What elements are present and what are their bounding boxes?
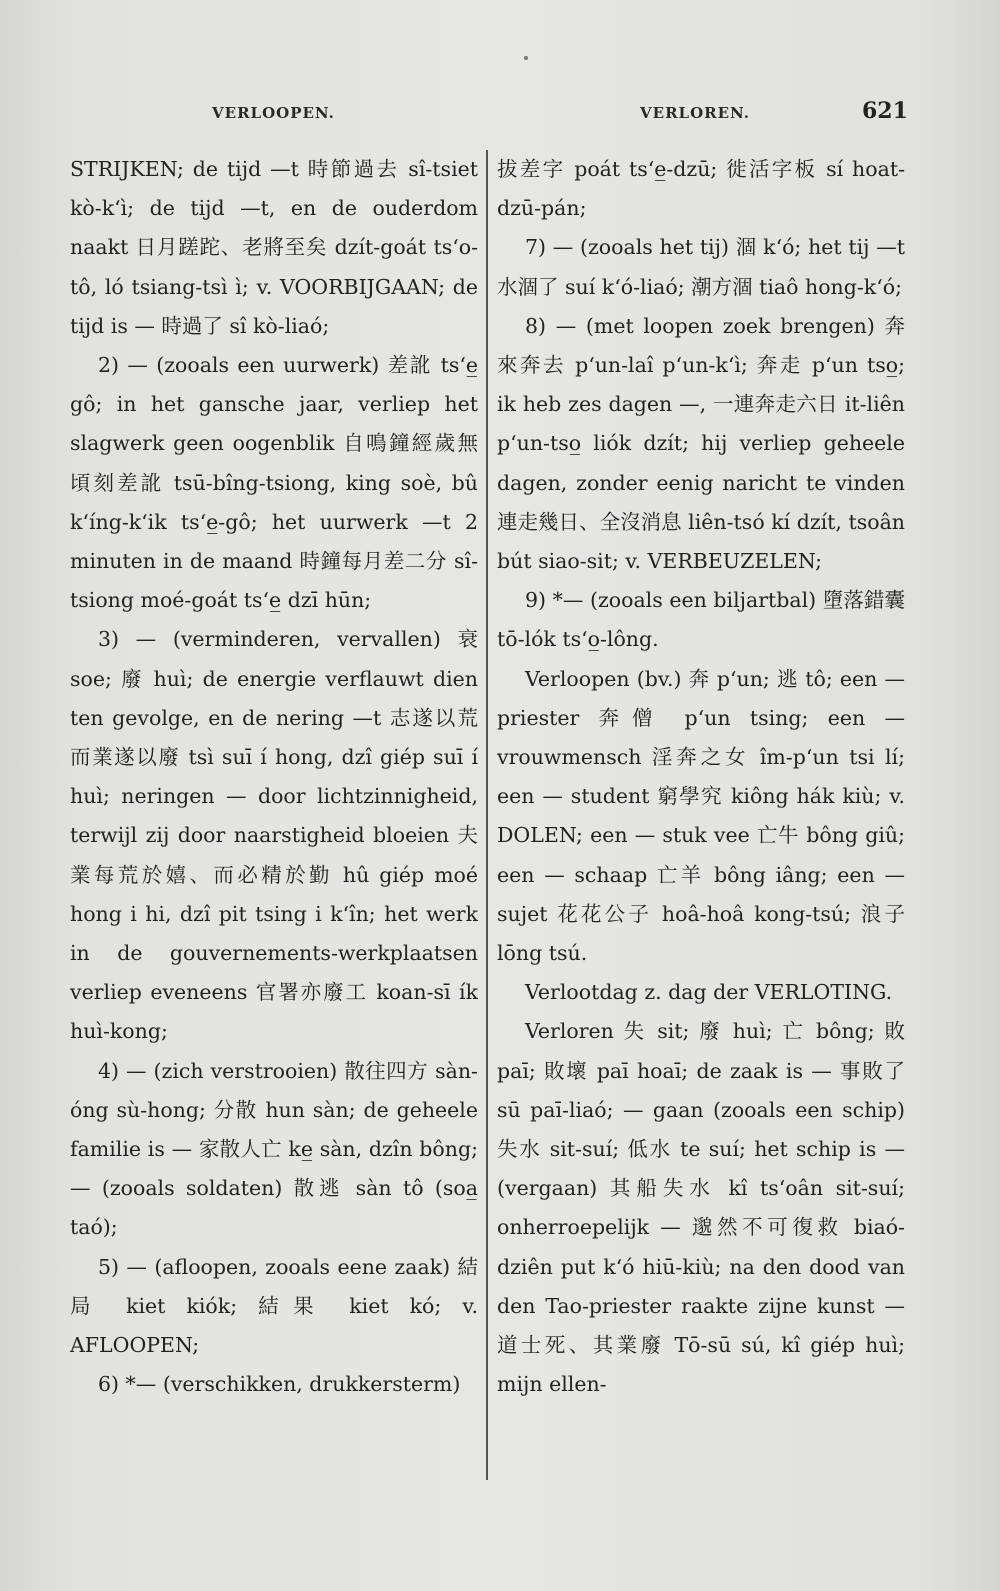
entry-paragraph: 5) — (afloopen, zooals eene zaak) 結局 kiet kiók; 結果 kiet kó; v. AFLOOPEN; [70, 1254, 478, 1358]
entry-paragraph: 2) — (zooals een uurwerk) 差訛 ts‘e̲ gô; in het gansche jaar, verliep het slagwerk geen oogenblik 自鳴鐘經歲無頃刻差訛 tsū-bîng-tsiong, king soè, bû k‘íng-k‘ik ts‘e̲-gô; het uurwerk —t 2 minuten in de maand 時鐘每月差二分 sî-tsiong moé-goát ts‘e̲ dzī hūn; [70, 353, 478, 613]
print-speck [524, 56, 528, 60]
entry-paragraph: 3) — (verminderen, vervallen) 衰 soe; 廢 huì; de energie verflauwt dien ten gevolge, en de nering —t 志遂以荒而業遂以廢 tsì suī í hong, dzî giép suī í huì; neringen — door lichtzinnigheid, terwijl zij door naarstigheid bloeien 夫業每荒於嬉、而必精於勤 hû giép moé hong i hi, dzî pit tsing i k‘în; het werk in de gouvernements-werkplaatsen verliep eveneens 官署亦廢工 koan-sī ík huì-kong; [70, 627, 478, 1044]
entry-paragraph: 6) *— (verschikken, drukkersterm) [98, 1372, 461, 1397]
entry-paragraph: 8) — (met loopen zoek brengen) 奔來奔去 p‘un-laî p‘un-k‘ì; 奔走 p‘un tso̲; ik heb zes dagen —, 一連奔走六日 it-liên p‘un-tso̲ liók dzít; hij verliep geheele dagen, zonder eenig naricht te vinden 連走幾日、全沒消息 liên-tsó kí dzít, tsoân bút siao-sit; v. VERBEUZELEN; [497, 313, 905, 574]
page-number: 621 [862, 98, 908, 124]
entry-paragraph: 7) — (zooals het tij) 涸 k‘ó; het tij —t 水涸了 suí k‘ó-liaó; 潮方涸 tiaô hong-k‘ó; [497, 235, 905, 299]
entry-paragraph: 4) — (zich verstrooien) 散往四方 sàn-óng sù-hong; 分散 hun sàn; de geheele familie is — 家散人亡 ke̲ sàn, dzîn bông; — (zooals soldaten) 散逃 sàn tô (soa̲ taó); [70, 1058, 478, 1240]
running-head-left: VERLOOPEN. [212, 104, 335, 122]
running-head-right: VERLOREN. [640, 104, 751, 122]
headword-entry: Verloopen (bv.) 奔 p‘un; 逃 tô; een — priester 奔僧 p‘un tsing; een — vrouwmensch 淫奔之女 îm-p‘un tsi lí; een — student 窮學究 kiông hák kiù; v. DOLEN; een — stuk vee 亡牛 bông giû; een — schaap 亡羊 bông iâng; een — sujet 花花公子 hoâ-hoâ kong-tsú; 浪子 lōng tsú. [497, 666, 905, 966]
entry-paragraph: 拔差字 poát ts‘e̲-dzū; 徙活字板 sí hoat-dzū-pán; [497, 157, 905, 221]
entry-paragraph: STRIJKEN; de tijd —t 時節過去 sî-tsiet kò-k‘ì; de tijd —t, en de ouderdom naakt 日月蹉跎、老將至矣 dzít-goát ts‘o-tô, ló tsiang-tsì ì; v. VOORBIJGAAN; de tijd is — 時過了 sî kò-liaó; [70, 157, 478, 338]
left-column [70, 150, 478, 1490]
headword-entry: Verloren 失 sit; 廢 huì; 亡 bông; 敗 paī; 敗壞 paī hoaī; de zaak is — 事敗了 sū paī-liaó; — gaan (zooals een schip) 失水 sit-suí; 低水 te suí; het schip is — (vergaan) 其船失水 kî ts‘oân sit-suí; onherroepelijk — 邈然不可復救 biaó-dziên put k‘ó hiū-kiù; na den dood van den Tao-priester raakte zijne kunst — 道士死、其業廢 Tō-sū sú, kî giép huì; mijn ellen- [497, 1019, 905, 1397]
entry-paragraph: 9) *— (zooals een biljartbal) 墮落錯囊 tō-lók ts‘o̲-lông. [497, 588, 905, 652]
right-column [497, 150, 905, 1490]
headword-entry: Verlootdag z. dag der VERLOTING. [525, 980, 893, 1005]
column-divider [486, 150, 488, 1480]
